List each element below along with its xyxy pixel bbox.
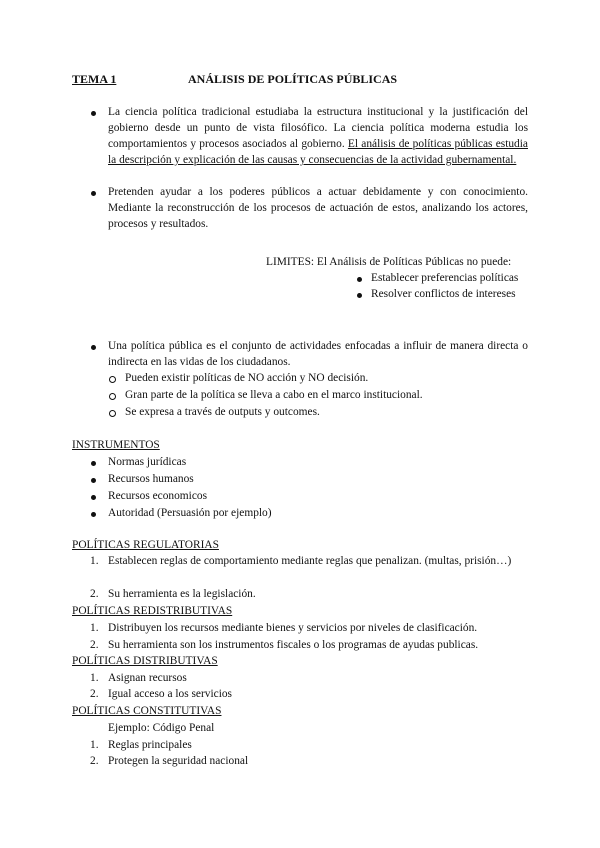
bullet-icon [357,277,362,282]
politica-sub-item: Se expresa a través de outputs y outcomes. [125,406,320,418]
limites-item: Resolver conflictos de intereses [371,288,516,300]
constitutivas-item: Reglas principales [108,739,192,751]
bullet-icon [91,461,96,466]
list-number: 1. [90,739,99,751]
document-title [72,72,398,87]
bullet-icon [91,512,96,517]
instrumentos-heading: INSTRUMENTOS [72,439,160,451]
intro-p1-underlined: El análisis de políticas públicas estudia la descripción y explicación de las causas y consecuencias de la actividad gubernamental. [108,138,528,166]
list-number: 1. [90,672,99,684]
bullet-icon [91,345,96,350]
regulatorias-heading: POLÍTICAS REGULATORIAS [72,539,219,551]
redistributivas-heading: POLÍTICAS REDISTRIBUTIVAS [72,605,233,617]
list-number: 2. [90,639,99,651]
limites-item: Establecer preferencias políticas [371,272,519,284]
instrumentos-item: Autoridad (Persuasión por ejemplo) [108,507,272,519]
redistributivas-item: Distribuyen los recursos mediante bienes y servicios por niveles de clasificación. [108,622,478,634]
regulatorias-item: Su herramienta es la legislación. [108,588,256,600]
intro-paragraph-1 [108,104,528,168]
list-number: 1. [90,555,99,567]
regulatorias-item: Establecen reglas de comportamiento mediante reglas que penalizan. (multas, prisión…) [108,555,512,567]
circle-bullet-icon [109,410,116,417]
intro-p1-text: La ciencia política tradicional estudiaba la estructura institucional y la justificación del gobierno desde un punto de vista filosófico. La ciencia política moderna estudia los comportamientos y procesos asociados al gobierno. [108,106,528,150]
constitutivas-heading: POLÍTICAS CONSTITUTIVAS [72,705,222,717]
title-heading: ANÁLISIS DE POLÍTICAS PÚBLICAS [188,72,398,86]
politica-definition: Una política pública es el conjunto de actividades enfocadas a influir de manera directa o indirecta en las vidas de los ciudadanos. [108,340,528,368]
circle-bullet-icon [109,376,116,383]
list-number: 1. [90,622,99,634]
distributivas-item: Asignan recursos [108,672,187,684]
constitutivas-example: Ejemplo: Código Penal [108,722,215,734]
politica-sub-item: Pueden existir políticas de NO acción y NO decisión. [125,372,369,384]
list-number: 2. [90,755,99,767]
instrumentos-item: Recursos economicos [108,490,208,502]
intro-paragraph-2: Pretenden ayudar a los poderes públicos a actuar debidamente y con conocimiento. Mediante la reconstrucción de los procesos de actuación de estos, analizando los actores, procesos y resultados. [108,186,528,230]
instrumentos-item: Recursos humanos [108,473,194,485]
title-label: TEMA 1 [72,72,117,86]
circle-bullet-icon [109,393,116,400]
bullet-icon [91,495,96,500]
bullet-icon [357,293,362,298]
distributivas-heading: POLÍTICAS DISTRIBUTIVAS [72,655,218,667]
bullet-icon [91,191,96,196]
limites-heading: LIMITES: El Análisis de Políticas Públicas no puede: [266,256,512,268]
distributivas-item: Igual acceso a los servicios [108,688,232,700]
list-number: 2. [90,588,99,600]
constitutivas-item: Protegen la seguridad nacional [108,755,249,767]
instrumentos-item: Normas jurídicas [108,456,187,468]
list-number: 2. [90,688,99,700]
bullet-icon [91,111,96,116]
redistributivas-item: Su herramienta son los instrumentos fiscales o los programas de ayudas publicas. [108,639,479,651]
politica-sub-item: Gran parte de la política se lleva a cabo en el marco institucional. [125,389,423,401]
bullet-icon [91,478,96,483]
